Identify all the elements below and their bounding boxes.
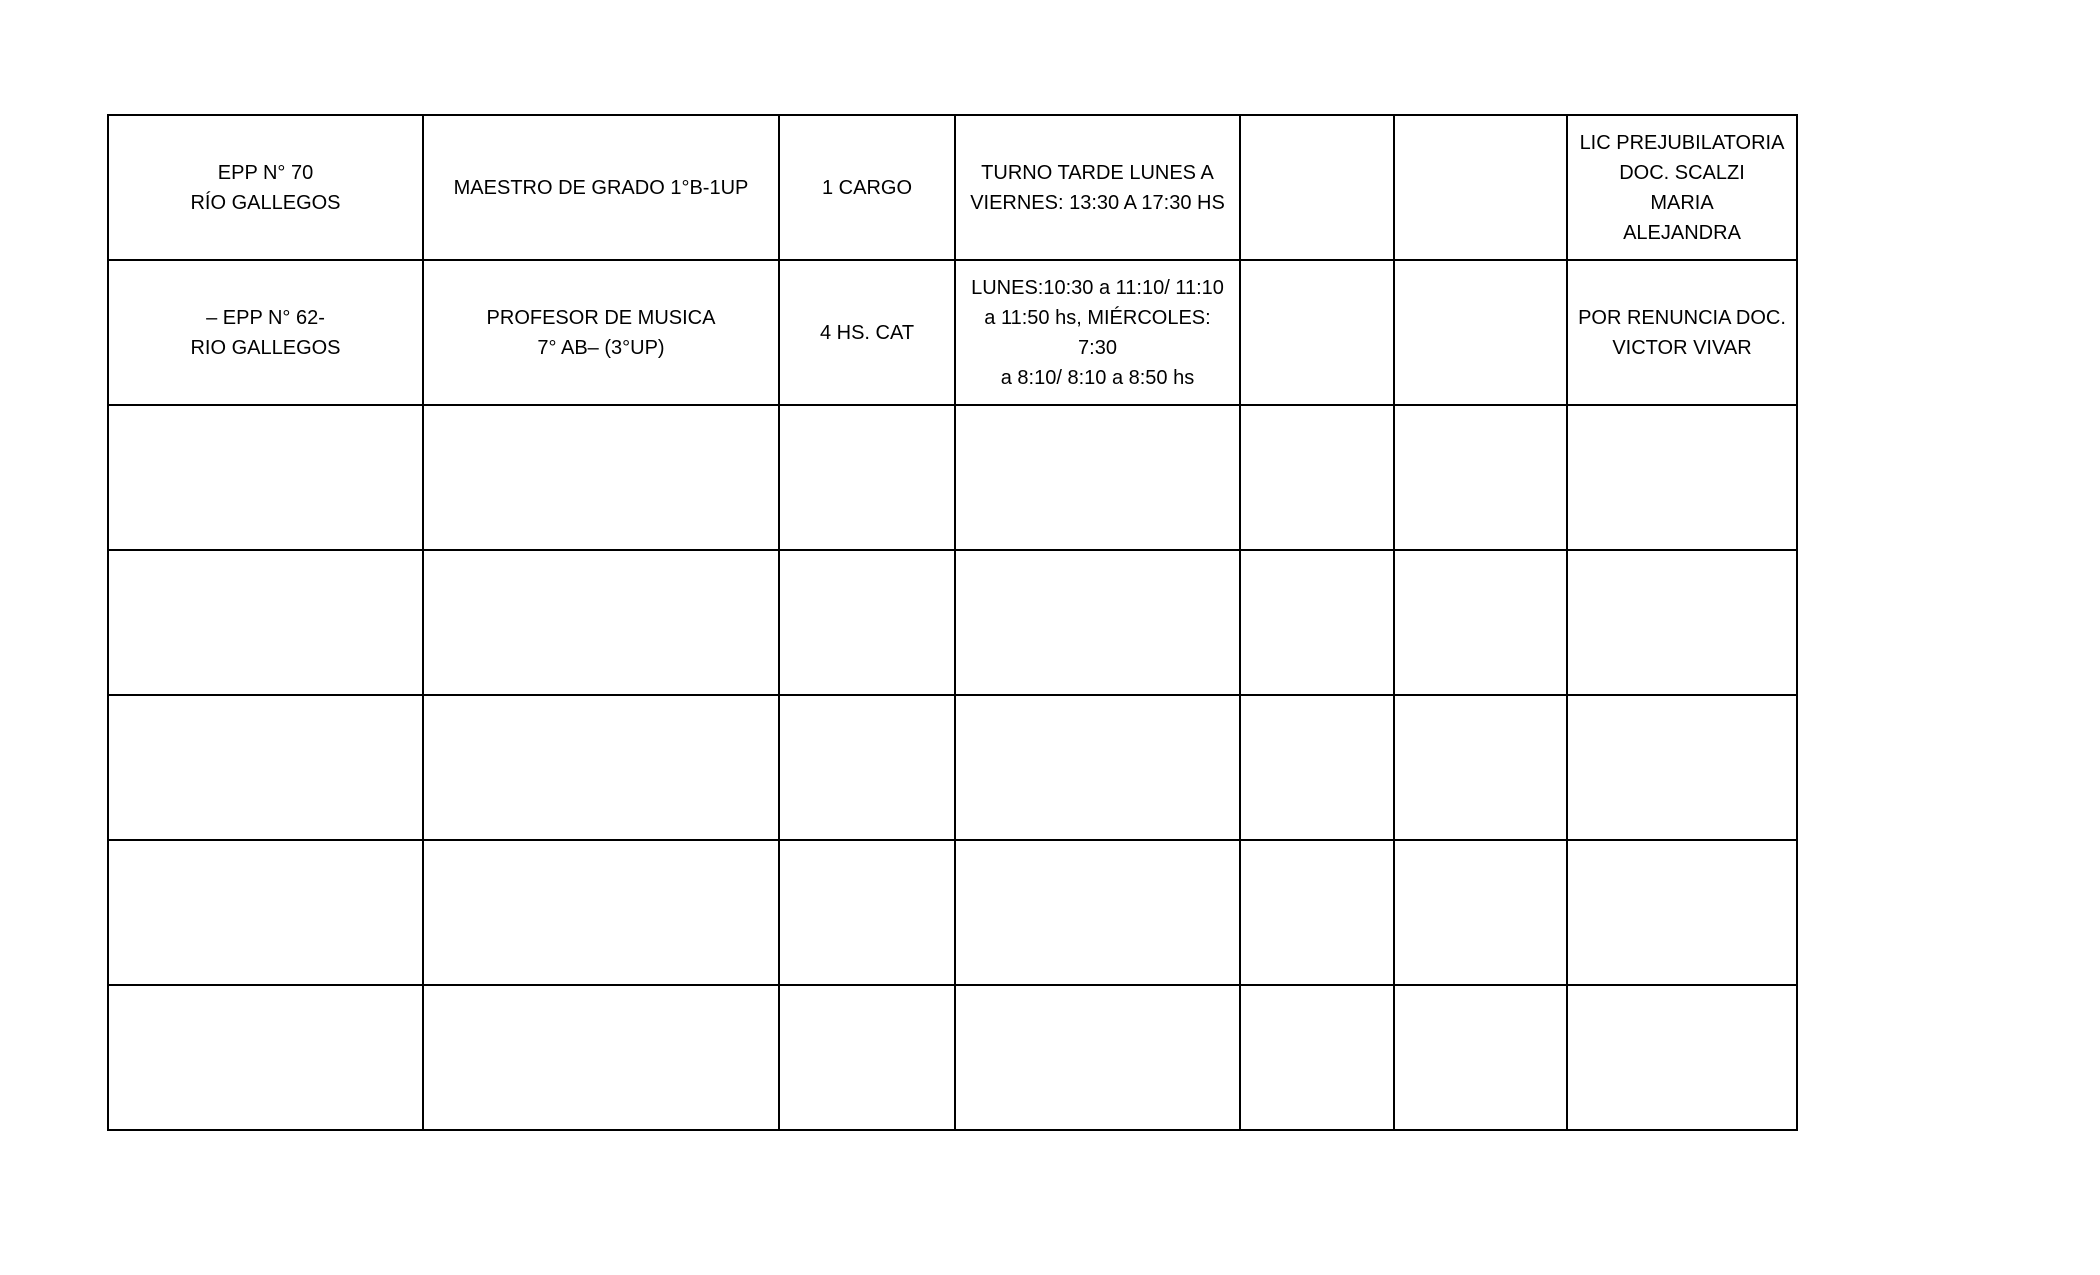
- schedule-cell: [955, 840, 1240, 985]
- reason-cell: [1567, 985, 1797, 1130]
- table-row: [108, 985, 1797, 1130]
- table-row: [108, 115, 1797, 260]
- blank-cell: [1240, 405, 1394, 550]
- hours-cell: [779, 985, 955, 1130]
- table-row: [108, 405, 1797, 550]
- blank-cell: [1240, 260, 1394, 405]
- table-row: [108, 695, 1797, 840]
- position-cell: [423, 695, 779, 840]
- blank-cell: [1240, 985, 1394, 1130]
- blank-cell: [1394, 405, 1567, 550]
- schedule-cell: [955, 550, 1240, 695]
- blank-cell: [1394, 695, 1567, 840]
- position-cell: [423, 840, 779, 985]
- blank-cell: [1394, 550, 1567, 695]
- blank-cell: [1394, 840, 1567, 985]
- blank-cell: [1240, 840, 1394, 985]
- school-cell: EPP N° 70 RÍO GALLEGOS: [108, 115, 423, 260]
- blank-cell: [1394, 985, 1567, 1130]
- position-cell: [423, 405, 779, 550]
- hours-cell: [779, 405, 955, 550]
- reason-cell: [1567, 695, 1797, 840]
- school-cell: – EPP N° 62- RIO GALLEGOS: [108, 260, 423, 405]
- school-cell: [108, 695, 423, 840]
- reason-cell: [1567, 840, 1797, 985]
- table-row: [108, 840, 1797, 985]
- schedule-cell: TURNO TARDE LUNES A VIERNES: 13:30 A 17:30 HS: [955, 115, 1240, 260]
- table-row: [108, 550, 1797, 695]
- blank-cell: [1240, 695, 1394, 840]
- school-cell: [108, 840, 423, 985]
- hours-cell: 1 CARGO: [779, 115, 955, 260]
- schedule-cell: [955, 405, 1240, 550]
- vacancy-table: [107, 114, 1798, 1131]
- hours-cell: 4 HS. CAT: [779, 260, 955, 405]
- schedule-cell: LUNES:10:30 a 11:10/ 11:10 a 11:50 hs, MIÉRCOLES: 7:30 a 8:10/ 8:10 a 8:50 hs: [955, 260, 1240, 405]
- reason-cell: [1567, 405, 1797, 550]
- position-cell: [423, 550, 779, 695]
- blank-cell: [1394, 115, 1567, 260]
- schedule-cell: [955, 985, 1240, 1130]
- hours-cell: [779, 550, 955, 695]
- position-cell: PROFESOR DE MUSICA 7° AB– (3°UP): [423, 260, 779, 405]
- hours-cell: [779, 695, 955, 840]
- school-cell: [108, 550, 423, 695]
- table-row: [108, 260, 1797, 405]
- blank-cell: [1240, 550, 1394, 695]
- blank-cell: [1394, 260, 1567, 405]
- position-cell: [423, 985, 779, 1130]
- blank-cell: [1240, 115, 1394, 260]
- reason-cell: LIC PREJUBILATORIA DOC. SCALZI MARIA ALEJANDRA: [1567, 115, 1797, 260]
- position-cell: MAESTRO DE GRADO 1°B-1UP: [423, 115, 779, 260]
- hours-cell: [779, 840, 955, 985]
- reason-cell: [1567, 550, 1797, 695]
- reason-cell: POR RENUNCIA DOC. VICTOR VIVAR: [1567, 260, 1797, 405]
- schedule-cell: [955, 695, 1240, 840]
- school-cell: [108, 405, 423, 550]
- school-cell: [108, 985, 423, 1130]
